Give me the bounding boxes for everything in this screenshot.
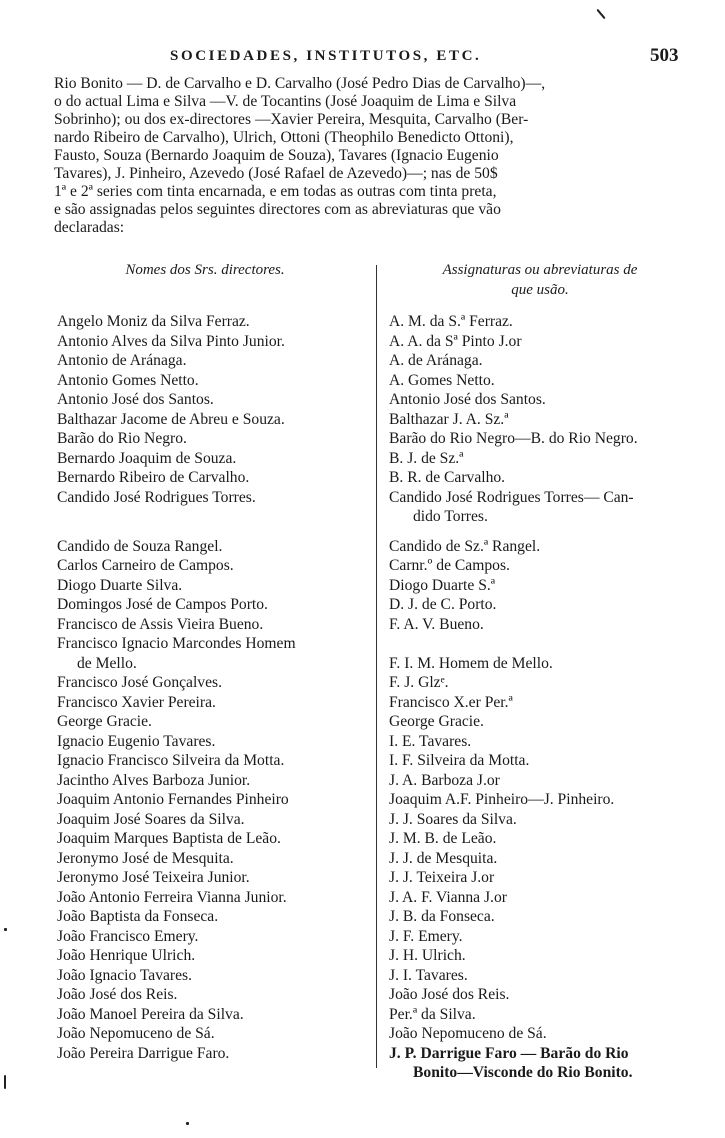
- table-row: [0, 712, 725, 732]
- director-name: Joaquim Marques Baptista de Leão.: [57, 830, 281, 847]
- print-speck: [4, 928, 7, 931]
- director-name: João Ignacio Tavares.: [57, 966, 193, 984]
- table-row: [0, 468, 725, 488]
- table-row: [0, 829, 725, 849]
- director-signature: A. Gomes Netto.: [389, 371, 495, 389]
- director-name: Jacintho Alves Barboza Junior.: [57, 771, 251, 789]
- director-signature: Carnr.º de Campos.: [389, 557, 510, 574]
- director-signature: Joaquim A.F. Pinheiro—J. Pinheiro.: [389, 791, 615, 808]
- director-signature: Francisco X.er Per.ª: [389, 693, 513, 711]
- signatures-column-header-line2: que usão.: [511, 282, 569, 298]
- director-name: Francisco Ignacio Marcondes Homem: [57, 635, 296, 652]
- director-signature: B. R. de Carvalho.: [389, 469, 506, 486]
- table-row: [0, 985, 725, 1005]
- intro-line: Tavares), J. Pinheiro, Azevedo (José Rafael de Azevedo)—; nas de 50$: [54, 165, 498, 182]
- director-name: Ignacio Eugenio Tavares.: [57, 732, 216, 750]
- director-name: Carlos Carneiro de Campos.: [57, 557, 234, 574]
- table-row: [0, 556, 725, 576]
- director-name: Bernardo Joaquim de Souza.: [57, 449, 237, 467]
- director-signature: J. A. F. Vianna J.or: [389, 888, 507, 906]
- director-name: João Francisco Emery.: [57, 927, 199, 945]
- director-signature: Diogo Duarte S.ª: [389, 576, 496, 594]
- director-signature: J. B. da Fonseca.: [389, 908, 495, 925]
- print-speck: [186, 1122, 189, 1125]
- director-signature: dido Torres.: [413, 508, 488, 525]
- table-row: [0, 790, 725, 810]
- director-signature: J. F. Emery.: [389, 927, 463, 945]
- table-row: [0, 410, 725, 430]
- director-signature: J. P. Darrigue Faro — Barão do Rio: [389, 1044, 629, 1062]
- director-signature: Per.ª da Silva.: [389, 1005, 476, 1023]
- table-row: [0, 927, 725, 947]
- table-row: [0, 751, 725, 771]
- director-name: Diogo Duarte Silva.: [57, 576, 183, 594]
- director-name: Antonio Alves da Silva Pinto Junior.: [57, 332, 285, 350]
- table-row: [0, 907, 725, 927]
- table-row: [0, 507, 725, 527]
- director-signature: J. J. de Mesquita.: [389, 849, 498, 867]
- director-signature: F. A. V. Bueno.: [389, 615, 484, 633]
- director-name: João Baptista da Fonseca.: [57, 908, 219, 925]
- director-signature: F. J. Glzᵉ.: [389, 674, 449, 691]
- director-signature: Antonio José dos Santos.: [389, 391, 546, 408]
- director-signature: J. A. Barboza J.or: [389, 771, 500, 789]
- table-row: [0, 595, 725, 615]
- director-signature: J. J. Soares da Silva.: [389, 810, 517, 828]
- intro-paragraph: [54, 75, 694, 237]
- director-name: Domingos José de Campos Porto.: [57, 596, 268, 613]
- director-name: Balthazar Jacome de Abreu e Souza.: [57, 410, 285, 428]
- director-signature: I. E. Tavares.: [389, 732, 472, 750]
- director-signature: A. A. da Sª Pinto J.or: [389, 332, 522, 350]
- table-row: [0, 1005, 725, 1025]
- intro-line: declaradas:: [54, 219, 125, 236]
- director-signature: A. M. da S.ª Ferraz.: [389, 313, 513, 330]
- intro-line: Rio Bonito — D. de Carvalho e D. Carvalho (José Pedro Dias de Carvalho)—,: [54, 75, 546, 92]
- director-signature: Candido José Rodrigues Torres— Can-: [389, 488, 634, 506]
- director-signature: J. J. Teixeira J.or: [389, 869, 495, 886]
- director-signature: J. M. B. de Leão.: [389, 830, 497, 847]
- director-name: Jeronymo José Teixeira Junior.: [57, 869, 250, 886]
- director-name: Ignacio Francisco Silveira da Motta.: [57, 752, 285, 769]
- director-name: Antonio José dos Santos.: [57, 391, 214, 408]
- table-row: [0, 868, 725, 888]
- director-name: Antonio Gomes Netto.: [57, 371, 199, 389]
- intro-line: Fausto, Souza (Bernardo Joaquim de Souza), Tavares (Ignacio Eugenio: [54, 147, 499, 164]
- director-name: George Gracie.: [57, 713, 152, 730]
- director-signature: J. H. Ulrich.: [389, 947, 466, 964]
- directors-column-header: Nomes dos Srs. directores.: [125, 262, 285, 278]
- table-row: [0, 771, 725, 791]
- director-name: João Antonio Ferreira Vianna Junior.: [57, 888, 287, 906]
- table-row: [0, 693, 725, 713]
- intro-line: o do actual Lima e Silva —V. de Tocantins (José Joaquim de Lima e Silva: [54, 93, 517, 110]
- table-row: [0, 810, 725, 830]
- director-signature: A. de Aránaga.: [389, 352, 483, 369]
- director-name: Barão do Rio Negro.: [57, 430, 187, 447]
- director-name: João Pereira Darrigue Faro.: [57, 1044, 230, 1062]
- director-name: Joaquim José Soares da Silva.: [57, 810, 245, 828]
- table-row: [0, 1044, 725, 1064]
- director-signature: B. J. de Sz.ª: [389, 449, 464, 467]
- section-title: SOCIEDADES, INSTITUTOS, ETC.: [170, 48, 482, 64]
- table-row: [0, 615, 725, 635]
- table-row: [0, 849, 725, 869]
- director-name: Francisco de Assis Vieira Bueno.: [57, 615, 264, 633]
- director-signature: Barão do Rio Negro—B. do Rio Negro.: [389, 430, 638, 447]
- director-name: Candido José Rodrigues Torres.: [57, 488, 256, 506]
- intro-line: e são assignadas pelos seguintes directores com as abreviaturas que vão: [54, 201, 501, 218]
- page-number: 503: [650, 45, 679, 66]
- director-name: Francisco Xavier Pereira.: [57, 693, 216, 711]
- signatures-column-header-line1: Assignaturas ou abreviaturas de: [442, 262, 638, 278]
- director-name: Antonio de Aránaga.: [57, 352, 187, 369]
- director-signature: João Nepomuceno de Sá.: [389, 1025, 547, 1042]
- director-signature: I. F. Silveira da Motta.: [389, 752, 530, 769]
- director-name: João José dos Reis.: [57, 986, 178, 1003]
- director-name: João Henrique Ulrich.: [57, 947, 196, 964]
- table-row: [0, 332, 725, 352]
- table-row: [0, 371, 725, 391]
- table-row: [0, 312, 725, 332]
- director-name: Candido de Souza Rangel.: [57, 537, 223, 555]
- director-signature: F. I. M. Homem de Mello.: [389, 654, 553, 672]
- director-name: João Manoel Pereira da Silva.: [57, 1005, 244, 1023]
- table-row: [0, 946, 725, 966]
- table-row: [0, 888, 725, 908]
- table-row: [0, 654, 725, 674]
- table-row: [0, 390, 725, 410]
- table-row: [0, 634, 725, 654]
- director-signature: George Gracie.: [389, 713, 484, 730]
- intro-line: Sobrinho); ou dos ex-directores —Xavier Pereira, Mesquita, Carvalho (Ber-: [54, 111, 529, 128]
- director-signature: J. I. Tavares.: [389, 966, 468, 984]
- table-row: [0, 673, 725, 693]
- print-speck: [4, 1075, 6, 1089]
- director-signature: Balthazar J. A. Sz.ª: [389, 410, 509, 428]
- intro-line: 1ª e 2ª series com tinta encarnada, e em todas as outras com tinta preta,: [54, 183, 497, 200]
- director-name: Joaquim Antonio Fernandes Pinheiro: [57, 791, 289, 808]
- table-row: [0, 351, 725, 371]
- page-header: [0, 45, 725, 72]
- director-signature: João José dos Reis.: [389, 986, 510, 1003]
- table-row: [0, 537, 725, 557]
- table-row: [0, 429, 725, 449]
- table-row: [0, 576, 725, 596]
- director-name: Bernardo Ribeiro de Carvalho.: [57, 469, 250, 486]
- print-speck: [596, 9, 605, 19]
- table-row: [0, 449, 725, 469]
- table-row: [0, 1063, 725, 1083]
- director-name: Francisco José Gonçalves.: [57, 674, 222, 691]
- table-row: [0, 732, 725, 752]
- intro-line: nardo Ribeiro de Carvalho), Ulrich, Ottoni (Theophilo Benedicto Ottoni),: [54, 129, 514, 146]
- director-name: de Mello.: [77, 654, 137, 672]
- director-signature: D. J. de C. Porto.: [389, 596, 497, 613]
- table-row: [0, 1024, 725, 1044]
- director-signature: Bonito—Visconde do Rio Bonito.: [413, 1064, 633, 1081]
- table-row: [0, 488, 725, 508]
- director-signature: Candido de Sz.ª Rangel.: [389, 537, 541, 555]
- table-row: [0, 966, 725, 986]
- director-name: Jeronymo José de Mesquita.: [57, 849, 234, 867]
- director-name: Angelo Moniz da Silva Ferraz.: [57, 313, 250, 330]
- director-name: João Nepomuceno de Sá.: [57, 1025, 215, 1042]
